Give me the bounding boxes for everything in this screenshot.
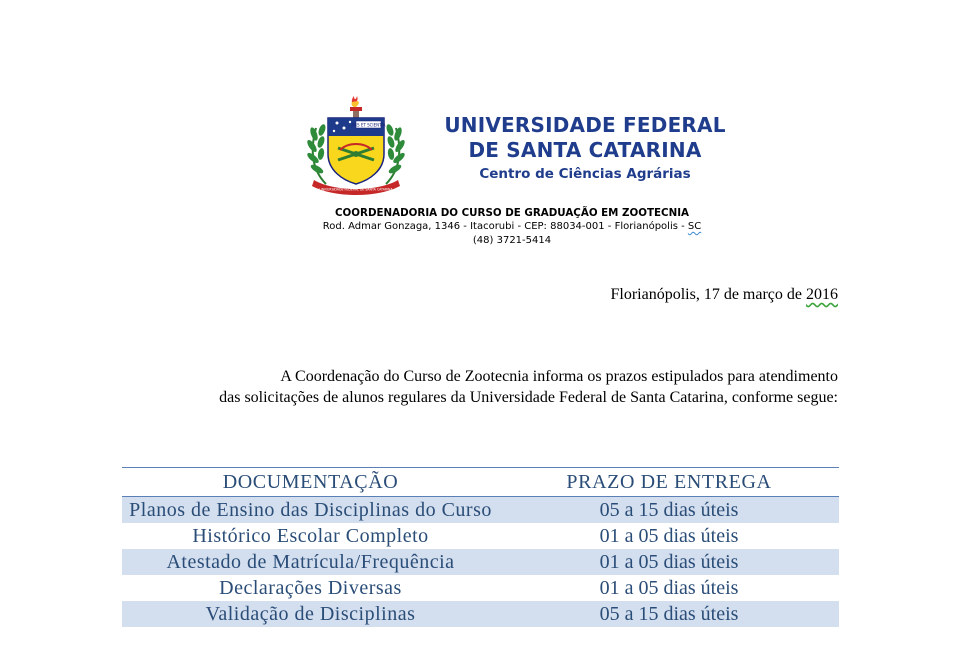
university-title [420, 113, 750, 185]
deadline-cell: 05 a 15 dias úteis [499, 601, 839, 627]
date-year: 2016 [806, 286, 838, 303]
column-header-documentation: DOCUMENTAÇÃO [122, 468, 499, 497]
letter-date [610, 286, 838, 304]
coordination-title: COORDENADORIA DO CURSO DE GRADUAÇÃO EM ZOOTECNIA [334, 207, 690, 219]
document-cell: Declarações Diversas [122, 575, 499, 601]
table-row [122, 549, 839, 575]
coordination-block [282, 206, 742, 248]
laurel-left [306, 123, 327, 184]
deadline-cell: 01 a 05 dias úteis [499, 549, 839, 575]
university-name-line1: UNIVERSIDADE FEDERAL [444, 113, 726, 137]
shield-emblem [328, 118, 386, 184]
laurel-right [385, 123, 406, 184]
document-cell: Planos de Ensino das Disciplinas do Curso [122, 497, 499, 524]
ufsc-crest-icon [304, 92, 408, 200]
crest-motto: ARS ET SCIENTIA [351, 122, 386, 128]
document-cell: Validação de Disciplinas [122, 601, 499, 627]
table-row [122, 601, 839, 627]
intro-line2: das solicitações de alunos regulares da Universidade Federal de Santa Catarina, conforme segue: [219, 389, 838, 406]
torch-icon [350, 96, 362, 119]
document-cell: Histórico Escolar Completo [122, 523, 499, 549]
intro-paragraph [120, 366, 838, 408]
intro-line1: A Coordenação do Curso de Zootecnia informa os prazos estipulados para atendimento [280, 368, 838, 385]
table-header-row [122, 468, 839, 497]
deadline-cell: 01 a 05 dias úteis [499, 523, 839, 549]
center-name: Centro de Ciências Agrárias [479, 166, 691, 182]
deadlines-table [122, 467, 839, 627]
table-row [122, 523, 839, 549]
address-state: SC [687, 221, 702, 232]
deadline-cell: 01 a 05 dias úteis [499, 575, 839, 601]
column-header-deadline: PRAZO DE ENTREGA [499, 468, 839, 497]
phone-line: (48) 3721-5414 [472, 235, 552, 246]
date-prefix: Florianópolis, 17 de março de [610, 286, 806, 303]
table-row [122, 497, 839, 524]
table-row [122, 575, 839, 601]
address-main: Rod. Admar Gonzaga, 1346 - Itacorubi - CEP: 88034-001 - Florianópolis - [322, 221, 688, 232]
deadline-cell: 05 a 15 dias úteis [499, 497, 839, 524]
crest-ribbon-text: UNIVERSIDADE FEDERAL DE SANTA CATARINA [319, 187, 393, 192]
document-cell: Atestado de Matrícula/Frequência [122, 549, 499, 575]
university-name-line2: DE SANTA CATARINA [468, 138, 702, 162]
address-line [282, 220, 742, 234]
